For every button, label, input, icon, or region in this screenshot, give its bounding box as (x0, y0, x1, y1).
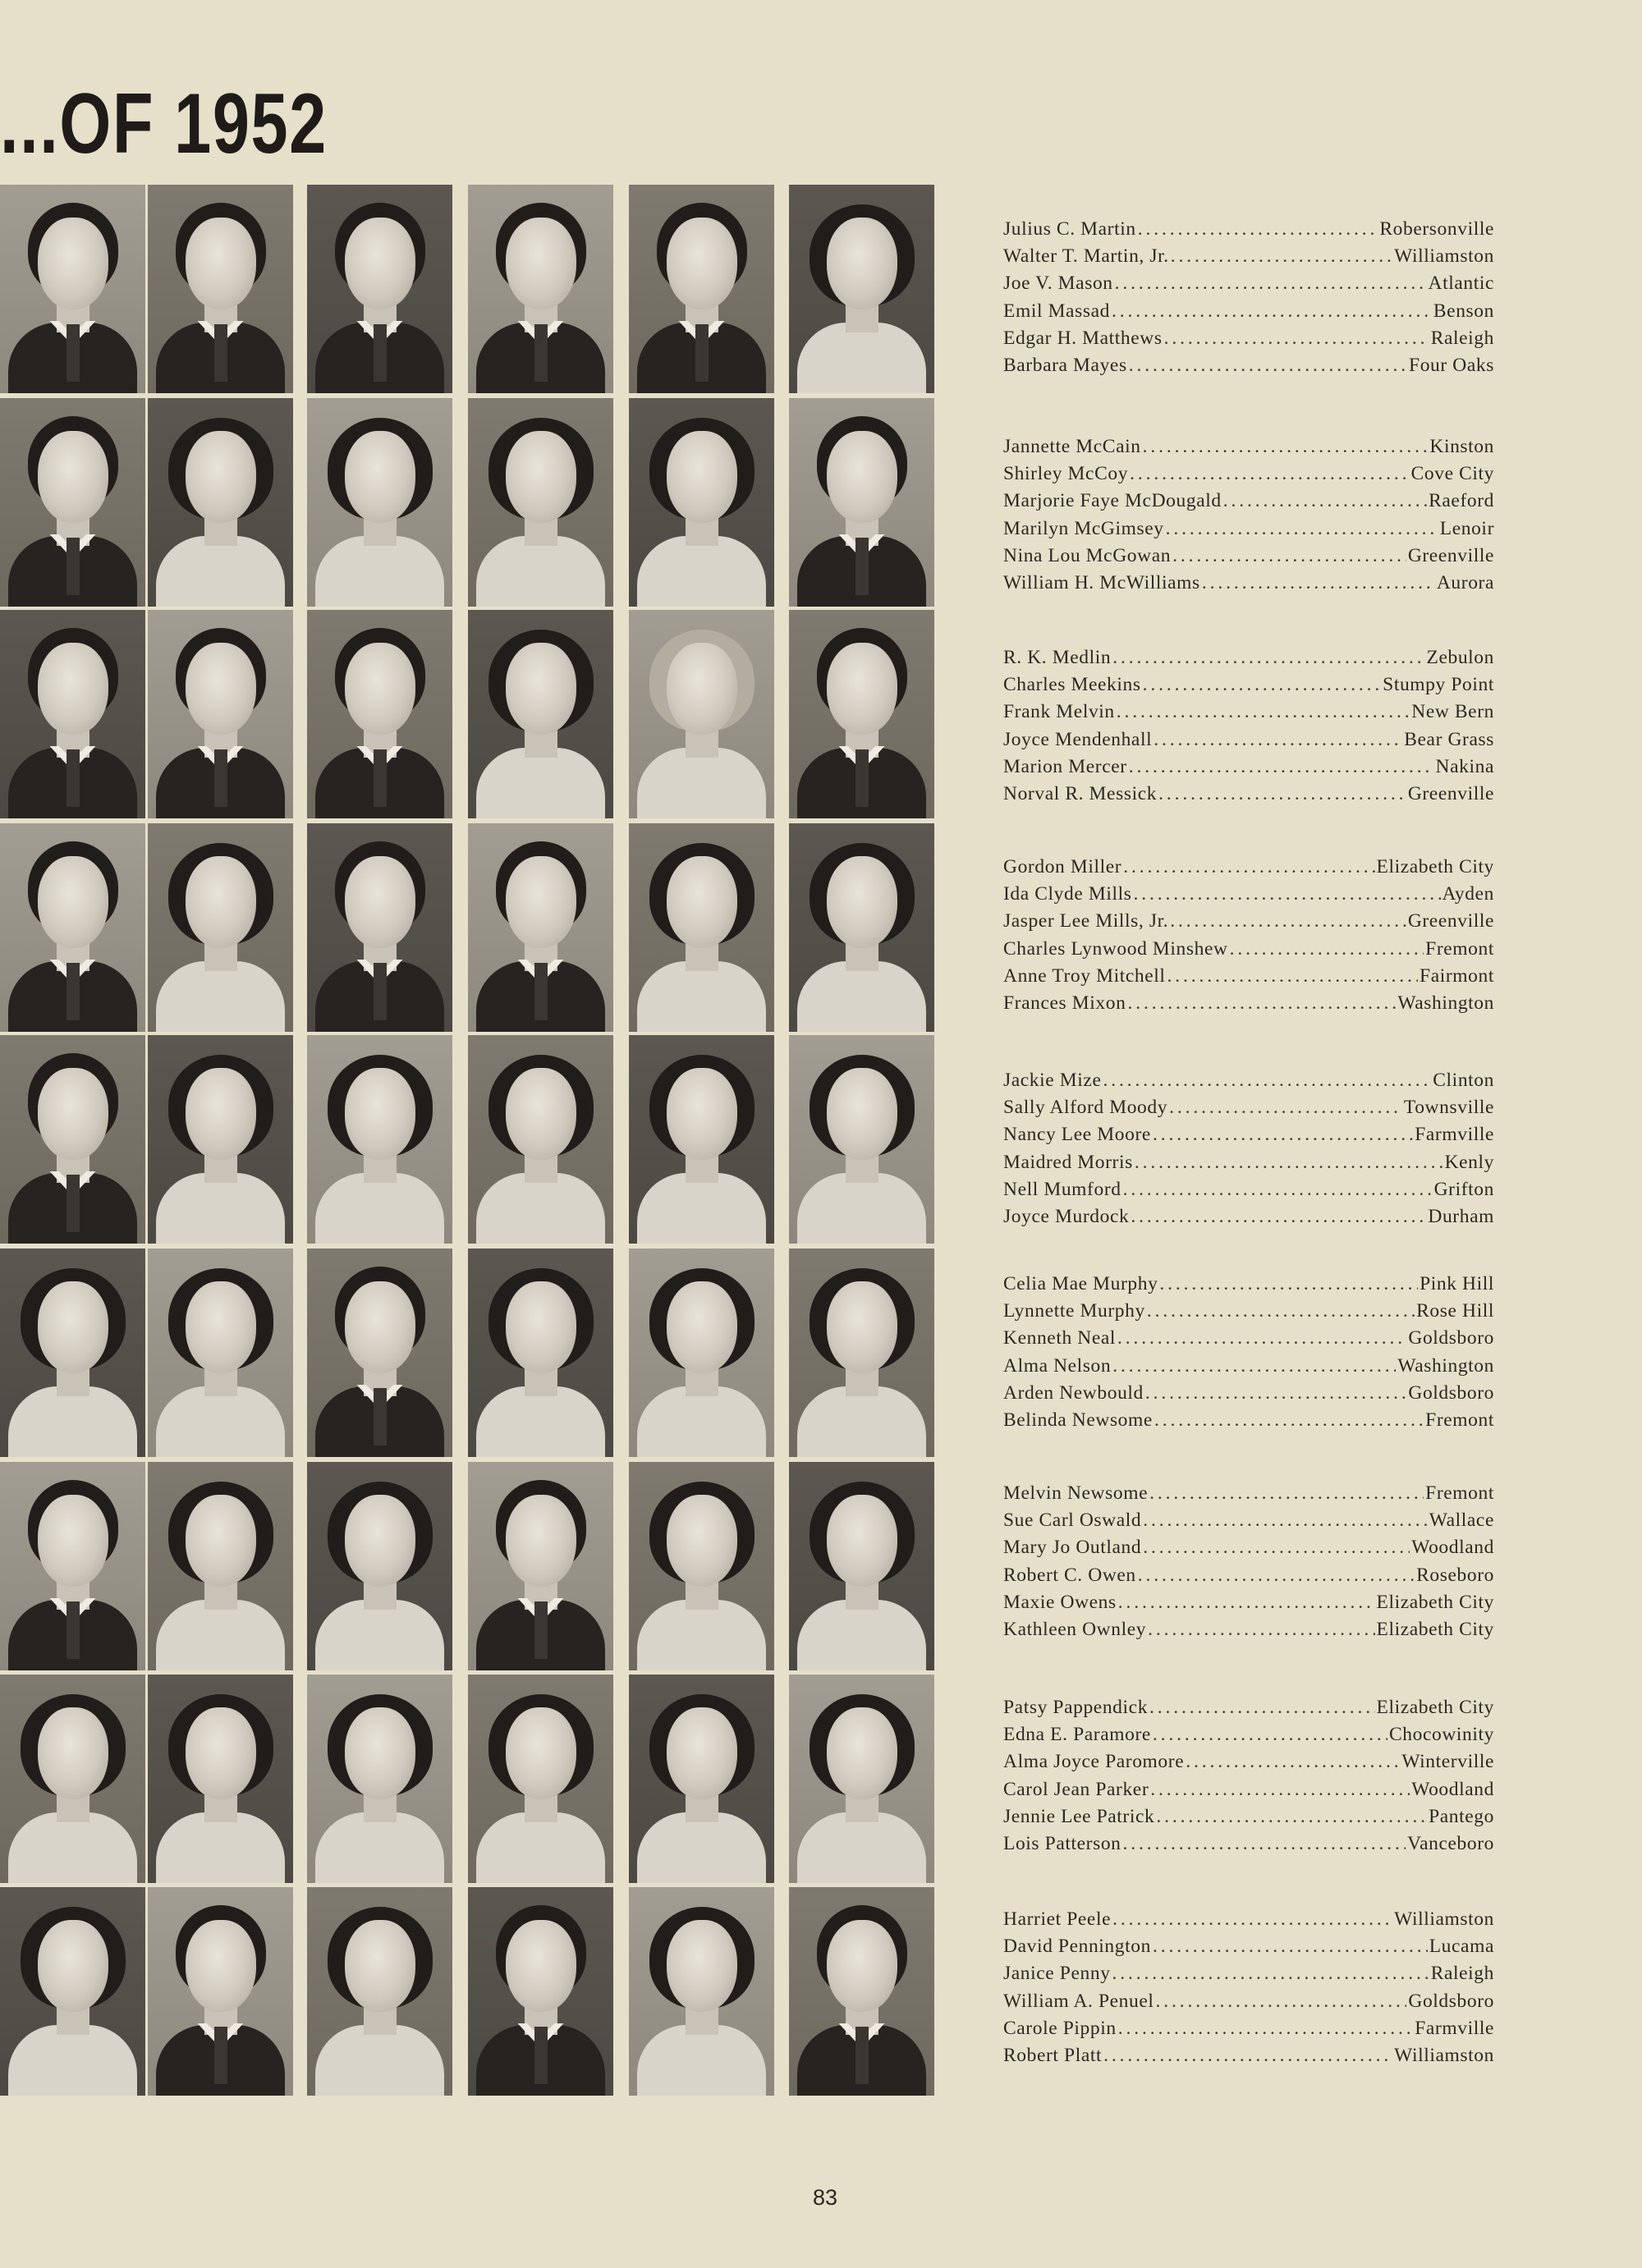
list-item (1003, 1721, 1494, 1748)
student-name: Ida Clyde Mills (1003, 883, 1132, 905)
list-item (1003, 1933, 1494, 1960)
list-item (1003, 671, 1494, 699)
dot-leader (1150, 1776, 1410, 1803)
portrait-photo (789, 185, 934, 393)
hometown: Pink Hill (1420, 1273, 1494, 1294)
hometown: Kenly (1444, 1151, 1494, 1173)
student-name: Shirley McCoy (1003, 463, 1129, 485)
student-name: Carole Pippin (1003, 2017, 1117, 2039)
hometown: Lenoir (1439, 517, 1494, 539)
student-name: Jackie Mize (1003, 1070, 1102, 1091)
name-block (1003, 1067, 1494, 1230)
dot-leader (1123, 1176, 1433, 1203)
list-item (1003, 1121, 1494, 1148)
student-name: Robert Platt (1003, 2044, 1103, 2066)
list-item (1003, 325, 1494, 352)
portrait-photo (629, 398, 774, 607)
list-item (1003, 1480, 1494, 1507)
portrait-photo (148, 185, 293, 393)
student-name: William H. McWilliams (1003, 571, 1200, 593)
portrait-photo (629, 1887, 774, 2096)
student-name: Arden Newbould (1003, 1381, 1144, 1404)
hometown: Fremont (1425, 1409, 1494, 1431)
dot-leader (1138, 216, 1378, 243)
hometown: Townsville (1403, 1097, 1494, 1119)
list-item (1003, 1149, 1494, 1176)
list-item (1003, 1694, 1494, 1721)
student-name: Nina Lou McGowan (1003, 544, 1172, 566)
portrait-photo (629, 1675, 774, 1883)
hometown: Woodland (1411, 1778, 1494, 1800)
student-name: William A. Penuel (1003, 1990, 1154, 2012)
portrait-photo (307, 185, 452, 393)
student-name: Frances Mixon (1003, 992, 1126, 1014)
hometown: Washington (1397, 1354, 1494, 1377)
portrait-photo (307, 1249, 452, 1457)
portrait-photo (629, 185, 774, 393)
list-item (1003, 352, 1494, 379)
student-name: Barbara Mayes (1003, 354, 1127, 376)
hometown: Greenville (1407, 910, 1494, 932)
list-item (1003, 1960, 1494, 1987)
portrait-photo (789, 610, 934, 818)
student-name: Frank Melvin (1003, 701, 1115, 723)
student-name: Norval R. Messick (1003, 782, 1158, 804)
student-name: Gordon Miller (1003, 856, 1122, 877)
hometown: Farmville (1415, 2017, 1494, 2039)
list-item (1003, 1176, 1494, 1203)
list-item (1003, 1589, 1494, 1616)
list-item (1003, 1616, 1494, 1643)
hometown: Stumpy Point (1383, 674, 1494, 696)
dot-leader (1148, 1616, 1374, 1643)
dot-leader (1149, 1694, 1374, 1721)
dot-leader (1154, 1407, 1424, 1434)
hometown: Roseboro (1416, 1564, 1494, 1586)
list-item (1003, 936, 1494, 963)
hometown: Farmville (1415, 1124, 1494, 1146)
list-item (1003, 754, 1494, 781)
dot-leader (1170, 908, 1406, 935)
hometown: New Bern (1411, 701, 1494, 723)
dot-leader (1135, 1149, 1443, 1176)
hometown: Elizabeth City (1376, 1697, 1494, 1718)
student-name: R. K. Medlin (1003, 647, 1112, 668)
name-block (1003, 1271, 1494, 1434)
portrait-photo (629, 823, 774, 1032)
name-block (1003, 854, 1494, 1017)
portrait-photo (148, 1675, 293, 1883)
hometown: Aurora (1436, 571, 1494, 593)
hometown: Rose Hill (1416, 1300, 1494, 1322)
hometown: Fremont (1425, 1482, 1494, 1504)
dot-leader (1202, 570, 1435, 597)
student-name: Robert C. Owen (1003, 1564, 1136, 1586)
list-item (1003, 515, 1494, 543)
dot-leader (1112, 1353, 1396, 1380)
dot-leader (1115, 270, 1427, 297)
portrait-photo (0, 610, 145, 818)
student-name: Joyce Mendenhall (1003, 728, 1153, 750)
student-name: Kenneth Neal (1003, 1327, 1117, 1349)
hometown: Fremont (1425, 937, 1494, 960)
dot-leader (1153, 1121, 1413, 1148)
portrait-photo (148, 1887, 293, 2096)
list-item (1003, 1407, 1494, 1434)
portrait-photo (468, 185, 613, 393)
list-item (1003, 908, 1494, 935)
hometown: Durham (1428, 1205, 1494, 1227)
student-name: Patsy Pappendick (1003, 1697, 1149, 1718)
dot-leader (1131, 1203, 1426, 1230)
hometown: Grifton (1433, 1178, 1494, 1200)
list-item (1003, 1380, 1494, 1407)
student-name: Lois Patterson (1003, 1832, 1121, 1854)
dot-leader (1129, 754, 1434, 781)
dot-leader (1130, 460, 1410, 488)
list-item (1003, 1067, 1494, 1094)
dot-leader (1117, 1325, 1406, 1352)
dot-leader (1123, 854, 1374, 881)
dot-leader (1166, 515, 1438, 543)
hometown: Kinston (1429, 436, 1494, 457)
portrait-grid (0, 185, 944, 2091)
list-item (1003, 243, 1494, 270)
dot-leader (1167, 963, 1419, 990)
dot-leader (1127, 990, 1396, 1017)
page-title: ...OF 1952 (0, 76, 328, 172)
dot-leader (1103, 1067, 1431, 1094)
dot-leader (1118, 2015, 1414, 2042)
dot-leader (1153, 1721, 1387, 1748)
dot-leader (1112, 1906, 1392, 1933)
list-item (1003, 1203, 1494, 1230)
hometown: Fairmont (1420, 964, 1494, 987)
portrait-photo (0, 398, 145, 607)
hometown: Raleigh (1430, 327, 1494, 349)
portrait-photo (307, 1675, 452, 1883)
student-name: Charles Meekins (1003, 674, 1141, 696)
portrait-photo (468, 1035, 613, 1244)
student-name: Edgar H. Matthews (1003, 327, 1163, 349)
dot-leader (1169, 1094, 1402, 1121)
dot-leader (1117, 699, 1410, 726)
list-item (1003, 2042, 1494, 2069)
portrait-photo (307, 1887, 452, 2096)
portrait-photo (148, 1035, 293, 1244)
list-item (1003, 990, 1494, 1017)
student-name: Carol Jean Parker (1003, 1778, 1149, 1800)
dot-leader (1156, 1803, 1427, 1830)
student-name: Marjorie Faye McDougald (1003, 490, 1222, 512)
list-item (1003, 881, 1494, 908)
dot-leader (1159, 1271, 1418, 1298)
hometown: Vanceboro (1407, 1832, 1494, 1854)
portrait-photo (789, 398, 934, 607)
student-name: Marion Mercer (1003, 755, 1127, 777)
student-name: Joyce Murdock (1003, 1205, 1130, 1227)
list-item (1003, 1562, 1494, 1589)
list-item (1003, 216, 1494, 243)
list-item (1003, 1988, 1494, 2015)
student-name: Walter T. Martin, Jr. (1003, 245, 1169, 268)
list-item (1003, 854, 1494, 881)
hometown: Raeford (1429, 490, 1494, 512)
portrait-photo (629, 1249, 774, 1457)
list-item (1003, 644, 1494, 671)
list-item (1003, 270, 1494, 297)
portrait-photo (789, 1249, 934, 1457)
student-name: Joe V. Mason (1003, 273, 1113, 295)
list-item (1003, 298, 1494, 325)
dot-leader (1147, 1298, 1415, 1325)
portrait-photo (0, 1462, 145, 1670)
student-name: Charles Lynwood Minshew (1003, 937, 1228, 960)
portrait-photo (629, 1035, 774, 1244)
list-item (1003, 1534, 1494, 1561)
dot-leader (1164, 325, 1429, 352)
list-item (1003, 699, 1494, 726)
list-item (1003, 460, 1494, 488)
hometown: Wallace (1429, 1510, 1494, 1532)
portrait-photo (468, 1462, 613, 1670)
student-name: Jannette McCain (1003, 436, 1141, 457)
hometown: Goldsboro (1408, 1990, 1494, 2012)
student-name: Kathleen Ownley (1003, 1618, 1147, 1640)
portrait-photo (307, 823, 452, 1032)
dot-leader (1186, 1748, 1400, 1775)
dot-leader (1171, 243, 1392, 270)
hometown: Greenville (1407, 544, 1494, 566)
hometown: Elizabeth City (1376, 1591, 1494, 1613)
portrait-photo (148, 1249, 293, 1457)
list-item (1003, 726, 1494, 754)
student-name: Sally Alford Moody (1003, 1097, 1168, 1119)
hometown: Bear Grass (1404, 728, 1494, 750)
name-block (1003, 216, 1494, 379)
hometown: Williamston (1394, 245, 1494, 268)
portrait-photo (307, 610, 452, 818)
portrait-photo (0, 1035, 145, 1244)
dot-leader (1149, 1480, 1424, 1507)
portrait-photo (468, 823, 613, 1032)
dot-leader (1143, 671, 1382, 699)
hometown: Washington (1397, 992, 1494, 1014)
hometown: Williamston (1394, 2044, 1494, 2066)
student-name: Melvin Newsome (1003, 1482, 1149, 1504)
dot-leader (1154, 726, 1402, 754)
list-item (1003, 1776, 1494, 1803)
dot-leader (1156, 1988, 1407, 2015)
portrait-photo (307, 1462, 452, 1670)
list-item (1003, 1298, 1494, 1325)
hometown: Pantego (1429, 1805, 1494, 1827)
list-item (1003, 1906, 1494, 1933)
dot-leader (1134, 881, 1441, 908)
portrait-photo (0, 1887, 145, 2096)
student-name: Mary Jo Outland (1003, 1537, 1142, 1559)
student-name: Janice Penny (1003, 1963, 1111, 1985)
hometown: Winterville (1401, 1751, 1494, 1773)
hometown: Elizabeth City (1376, 856, 1494, 877)
hometown: Atlantic (1428, 273, 1494, 295)
portrait-photo (629, 610, 774, 818)
student-name: Edna E. Paramore (1003, 1724, 1151, 1746)
portrait-photo (629, 1462, 774, 1670)
list-item (1003, 543, 1494, 570)
student-name: Marilyn McGimsey (1003, 517, 1164, 539)
dot-leader (1143, 1507, 1427, 1534)
portrait-photo (148, 398, 293, 607)
student-name: Emil Massad (1003, 300, 1110, 322)
hometown: Woodland (1411, 1537, 1494, 1559)
portrait-photo (468, 1887, 613, 2096)
dot-leader (1143, 1534, 1410, 1561)
student-name: David Pennington (1003, 1936, 1151, 1958)
portrait-photo (148, 1462, 293, 1670)
dot-leader (1103, 2042, 1392, 2069)
hometown: Williamston (1394, 1908, 1494, 1930)
dot-leader (1145, 1380, 1406, 1407)
portrait-photo (0, 1249, 145, 1457)
dot-leader (1138, 1562, 1415, 1589)
hometown: Four Oaks (1409, 354, 1494, 376)
list-item (1003, 570, 1494, 597)
portrait-photo (307, 398, 452, 607)
portrait-photo (468, 1675, 613, 1883)
portrait-photo (0, 823, 145, 1032)
hometown: Goldsboro (1408, 1327, 1494, 1349)
hometown: Chocowinity (1388, 1724, 1494, 1746)
portrait-photo (789, 823, 934, 1032)
student-name: Sue Carl Oswald (1003, 1510, 1142, 1532)
hometown: Clinton (1433, 1070, 1494, 1091)
name-block (1003, 433, 1494, 597)
dot-leader (1112, 298, 1432, 325)
list-item (1003, 1325, 1494, 1352)
portrait-photo (789, 1462, 934, 1670)
dot-leader (1123, 1830, 1406, 1858)
list-item (1003, 781, 1494, 808)
dot-leader (1223, 488, 1427, 515)
dot-leader (1158, 781, 1406, 808)
student-name: Lynnette Murphy (1003, 1300, 1145, 1322)
student-name: Nancy Lee Moore (1003, 1124, 1151, 1146)
name-block (1003, 1906, 1494, 2069)
list-item (1003, 433, 1494, 460)
portrait-photo (307, 1035, 452, 1244)
hometown: Goldsboro (1408, 1381, 1494, 1404)
portrait-photo (468, 1249, 613, 1457)
hometown: Benson (1433, 300, 1494, 322)
list-item (1003, 1094, 1494, 1121)
portrait-photo (789, 1887, 934, 2096)
student-name: Nell Mumford (1003, 1178, 1121, 1200)
dot-leader (1118, 1589, 1375, 1616)
hometown: Cove City (1410, 463, 1494, 485)
list-item (1003, 1803, 1494, 1830)
dot-leader (1112, 1960, 1429, 1987)
hometown: Lucama (1429, 1936, 1494, 1958)
hometown: Raleigh (1430, 1963, 1494, 1985)
portrait-photo (0, 1675, 145, 1883)
portrait-photo (148, 610, 293, 818)
hometown: Greenville (1407, 782, 1494, 804)
dot-leader (1112, 644, 1424, 671)
student-name: Maidred Morris (1003, 1151, 1133, 1173)
student-name: Harriet Peele (1003, 1908, 1112, 1930)
list-item (1003, 488, 1494, 515)
student-name: Julius C. Martin (1003, 218, 1136, 240)
dot-leader (1153, 1933, 1428, 1960)
list-item (1003, 1830, 1494, 1858)
dot-leader (1143, 433, 1429, 460)
portrait-photo (468, 398, 613, 607)
hometown: Robersonville (1379, 218, 1494, 240)
student-name: Celia Mae Murphy (1003, 1273, 1158, 1294)
dot-leader (1129, 352, 1407, 379)
student-name: Jennie Lee Patrick (1003, 1805, 1155, 1827)
list-item (1003, 1353, 1494, 1380)
list-item (1003, 1748, 1494, 1775)
portrait-photo (0, 185, 145, 393)
portrait-photo (148, 823, 293, 1032)
student-name: Anne Troy Mitchell (1003, 964, 1166, 987)
student-name: Belinda Newsome (1003, 1409, 1153, 1431)
list-item (1003, 1271, 1494, 1298)
student-name: Maxie Owens (1003, 1591, 1117, 1613)
student-name: Alma Nelson (1003, 1354, 1112, 1377)
hometown: Elizabeth City (1376, 1618, 1494, 1640)
list-item (1003, 963, 1494, 990)
portrait-photo (789, 1675, 934, 1883)
hometown: Ayden (1442, 883, 1494, 905)
list-item (1003, 1507, 1494, 1534)
list-item (1003, 2015, 1494, 2042)
student-name: Jasper Lee Mills, Jr. (1003, 910, 1169, 932)
hometown: Nakina (1435, 755, 1494, 777)
portrait-photo (468, 610, 613, 818)
page-number: 83 (813, 2185, 838, 2210)
name-block (1003, 644, 1494, 808)
dot-leader (1172, 543, 1406, 570)
hometown: Zebulon (1426, 647, 1494, 668)
name-block (1003, 1480, 1494, 1643)
student-name: Alma Joyce Paromore (1003, 1751, 1185, 1773)
name-block (1003, 1694, 1494, 1858)
dot-leader (1230, 936, 1424, 963)
portrait-photo (789, 1035, 934, 1244)
